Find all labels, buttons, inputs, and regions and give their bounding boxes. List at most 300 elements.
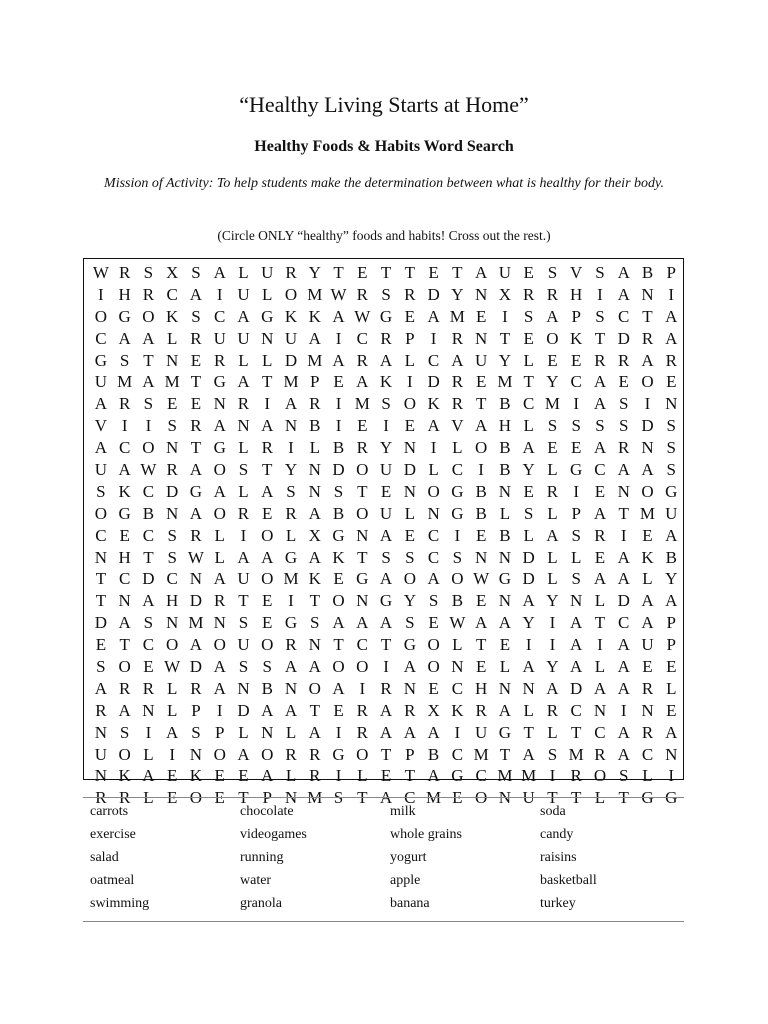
grid-letter[interactable]: A bbox=[261, 481, 274, 501]
grid-letter[interactable]: Y bbox=[522, 613, 535, 633]
grid-letter[interactable]: I bbox=[620, 700, 627, 720]
grid-letter[interactable]: R bbox=[404, 284, 416, 304]
grid-letter[interactable]: S bbox=[595, 262, 605, 282]
grid-letter[interactable]: S bbox=[238, 459, 249, 479]
grid-letter[interactable]: T bbox=[380, 262, 392, 282]
grid-letter[interactable]: E bbox=[475, 525, 487, 545]
grid-letter[interactable]: A bbox=[142, 591, 155, 611]
grid-letter[interactable]: A bbox=[308, 547, 321, 567]
grid-letter[interactable]: E bbox=[571, 350, 582, 370]
grid-letter[interactable]: G bbox=[641, 788, 654, 808]
grid-letter[interactable]: C bbox=[214, 306, 226, 326]
grid-letter[interactable]: A bbox=[356, 613, 369, 633]
grid-letter[interactable]: A bbox=[474, 416, 488, 436]
grid-letter[interactable]: S bbox=[571, 525, 581, 545]
grid-letter[interactable]: N bbox=[142, 700, 155, 720]
grid-letter[interactable]: L bbox=[166, 678, 178, 698]
grid-letter[interactable]: N bbox=[522, 678, 535, 698]
grid-letter[interactable]: X bbox=[498, 284, 512, 304]
grid-letter[interactable]: I bbox=[145, 722, 152, 742]
grid-letter[interactable]: C bbox=[522, 394, 535, 414]
grid-letter[interactable]: C bbox=[427, 350, 440, 370]
grid-letter[interactable]: T bbox=[119, 635, 130, 655]
grid-letter[interactable]: A bbox=[522, 438, 535, 458]
grid-letter[interactable]: P bbox=[666, 262, 676, 282]
grid-letter[interactable]: R bbox=[190, 416, 202, 436]
grid-letter[interactable]: I bbox=[335, 722, 342, 742]
grid-letter[interactable]: N bbox=[498, 788, 512, 808]
grid-letter[interactable]: A bbox=[593, 678, 607, 698]
grid-letter[interactable]: Y bbox=[284, 459, 298, 479]
grid-letter[interactable]: R bbox=[190, 678, 202, 698]
grid-letter[interactable]: S bbox=[167, 525, 177, 545]
grid-letter[interactable]: T bbox=[143, 350, 154, 370]
grid-letter[interactable]: O bbox=[332, 591, 345, 611]
grid-letter[interactable]: O bbox=[213, 503, 226, 523]
grid-letter[interactable]: Y bbox=[546, 591, 559, 611]
grid-letter[interactable]: A bbox=[403, 656, 416, 676]
grid-letter[interactable]: A bbox=[617, 569, 630, 589]
grid-letter[interactable]: N bbox=[641, 438, 654, 458]
grid-letter[interactable]: G bbox=[332, 525, 345, 545]
grid-letter[interactable]: H bbox=[570, 284, 583, 304]
grid-letter[interactable]: G bbox=[379, 591, 393, 611]
grid-letter[interactable]: C bbox=[356, 635, 368, 655]
grid-letter[interactable]: C bbox=[570, 372, 582, 392]
grid-letter[interactable]: M bbox=[497, 766, 513, 786]
grid-letter[interactable]: E bbox=[380, 481, 392, 501]
grid-letter[interactable]: L bbox=[238, 438, 249, 458]
grid-letter[interactable]: E bbox=[523, 262, 534, 282]
grid-letter[interactable]: E bbox=[475, 656, 487, 676]
grid-letter[interactable]: A bbox=[593, 438, 607, 458]
grid-letter[interactable]: Y bbox=[665, 569, 678, 589]
grid-letter[interactable]: A bbox=[94, 394, 108, 414]
grid-letter[interactable]: R bbox=[641, 328, 654, 348]
grid-letter[interactable]: O bbox=[261, 635, 274, 655]
grid-letter[interactable]: O bbox=[142, 306, 155, 326]
grid-letter[interactable]: S bbox=[618, 394, 629, 414]
grid-letter[interactable]: R bbox=[380, 328, 392, 348]
grid-letter[interactable]: R bbox=[118, 394, 131, 414]
grid-letter[interactable]: A bbox=[261, 700, 274, 720]
grid-letter[interactable]: R bbox=[356, 284, 368, 304]
grid-letter[interactable]: M bbox=[307, 350, 323, 370]
grid-letter[interactable]: T bbox=[404, 766, 416, 786]
grid-letter[interactable]: N bbox=[213, 613, 226, 633]
grid-letter[interactable]: C bbox=[427, 525, 440, 545]
grid-letter[interactable]: K bbox=[570, 328, 583, 348]
grid-letter[interactable]: I bbox=[478, 459, 484, 479]
grid-letter[interactable]: K bbox=[427, 394, 440, 414]
grid-letter[interactable]: A bbox=[593, 372, 607, 392]
grid-letter[interactable]: N bbox=[498, 591, 512, 611]
grid-letter[interactable]: Y bbox=[403, 591, 416, 611]
grid-letter[interactable]: U bbox=[498, 262, 512, 282]
grid-letter[interactable]: E bbox=[475, 372, 487, 392]
grid-letter[interactable]: S bbox=[666, 438, 676, 458]
grid-letter[interactable]: M bbox=[473, 744, 489, 764]
grid-letter[interactable]: C bbox=[594, 722, 606, 742]
grid-letter[interactable]: R bbox=[356, 438, 368, 458]
grid-letter[interactable]: B bbox=[332, 438, 345, 458]
grid-letter[interactable]: N bbox=[474, 328, 488, 348]
grid-letter[interactable]: A bbox=[213, 569, 226, 589]
grid-letter[interactable]: R bbox=[237, 503, 250, 523]
grid-letter[interactable]: R bbox=[142, 678, 155, 698]
grid-letter[interactable]: D bbox=[570, 678, 583, 698]
grid-letter[interactable]: A bbox=[427, 416, 440, 436]
grid-letter[interactable]: O bbox=[166, 635, 179, 655]
grid-letter[interactable]: R bbox=[618, 350, 630, 370]
grid-letter[interactable]: H bbox=[498, 416, 512, 436]
grid-letter[interactable]: E bbox=[404, 416, 416, 436]
grid-letter[interactable]: C bbox=[142, 635, 155, 655]
grid-letter[interactable]: A bbox=[142, 766, 155, 786]
grid-letter[interactable]: Y bbox=[379, 438, 393, 458]
grid-letter[interactable]: E bbox=[95, 635, 107, 655]
grid-letter[interactable]: E bbox=[166, 766, 178, 786]
grid-letter[interactable]: A bbox=[427, 722, 440, 742]
grid-letter[interactable]: E bbox=[333, 372, 344, 392]
grid-letter[interactable]: A bbox=[665, 328, 678, 348]
grid-letter[interactable]: U bbox=[474, 350, 488, 370]
grid-letter[interactable]: O bbox=[593, 766, 607, 786]
grid-letter[interactable]: Y bbox=[522, 459, 535, 479]
grid-letter[interactable]: L bbox=[238, 481, 249, 501]
grid-letter[interactable]: U bbox=[379, 503, 393, 523]
grid-letter[interactable]: I bbox=[240, 525, 247, 545]
grid-letter[interactable]: R bbox=[309, 394, 321, 414]
grid-letter[interactable]: N bbox=[570, 591, 583, 611]
grid-letter[interactable]: N bbox=[189, 569, 203, 589]
grid-letter[interactable]: R bbox=[594, 744, 606, 764]
grid-letter[interactable]: R bbox=[475, 700, 487, 720]
grid-letter[interactable]: A bbox=[94, 438, 108, 458]
grid-letter[interactable]: L bbox=[642, 569, 653, 589]
grid-letter[interactable]: D bbox=[166, 481, 179, 501]
grid-letter[interactable]: S bbox=[262, 656, 272, 676]
grid-letter[interactable]: S bbox=[405, 613, 415, 633]
grid-letter[interactable]: A bbox=[237, 744, 250, 764]
grid-letter[interactable]: V bbox=[94, 416, 108, 436]
grid-letter[interactable]: C bbox=[142, 481, 155, 501]
grid-letter[interactable]: X bbox=[166, 262, 179, 282]
grid-letter[interactable]: E bbox=[642, 656, 653, 676]
grid-letter[interactable]: T bbox=[618, 503, 629, 523]
grid-letter[interactable]: O bbox=[332, 656, 345, 676]
grid-letter[interactable]: N bbox=[665, 744, 678, 764]
grid-letter[interactable]: A bbox=[617, 635, 630, 655]
grid-letter[interactable]: A bbox=[284, 394, 298, 414]
grid-letter[interactable]: S bbox=[666, 459, 676, 479]
grid-letter[interactable]: T bbox=[190, 438, 202, 458]
grid-letter[interactable]: L bbox=[285, 525, 297, 545]
grid-letter[interactable]: L bbox=[238, 262, 249, 282]
grid-letter[interactable]: S bbox=[143, 613, 154, 633]
grid-letter[interactable]: I bbox=[454, 525, 461, 545]
grid-letter[interactable]: A bbox=[308, 328, 321, 348]
grid-letter[interactable]: A bbox=[379, 569, 393, 589]
grid-letter[interactable]: I bbox=[288, 438, 294, 458]
grid-letter[interactable]: I bbox=[502, 306, 508, 326]
grid-letter[interactable]: M bbox=[568, 744, 584, 764]
grid-letter[interactable]: S bbox=[595, 416, 605, 436]
grid-letter[interactable]: R bbox=[214, 350, 226, 370]
grid-letter[interactable]: T bbox=[594, 613, 606, 633]
grid-letter[interactable]: A bbox=[617, 547, 630, 567]
grid-letter[interactable]: Y bbox=[308, 262, 321, 282]
grid-letter[interactable]: L bbox=[238, 722, 249, 742]
grid-letter[interactable]: M bbox=[117, 372, 133, 392]
grid-letter[interactable]: N bbox=[498, 678, 512, 698]
grid-letter[interactable]: I bbox=[430, 328, 437, 348]
grid-letter[interactable]: T bbox=[404, 262, 416, 282]
grid-letter[interactable]: O bbox=[474, 788, 488, 808]
grid-letter[interactable]: O bbox=[427, 481, 440, 501]
grid-letter[interactable]: S bbox=[286, 481, 296, 501]
grid-letter[interactable]: U bbox=[237, 284, 250, 304]
grid-letter[interactable]: L bbox=[428, 459, 439, 479]
grid-letter[interactable]: G bbox=[261, 306, 274, 326]
grid-letter[interactable]: T bbox=[380, 744, 392, 764]
grid-letter[interactable]: E bbox=[166, 788, 178, 808]
grid-letter[interactable]: L bbox=[309, 438, 320, 458]
grid-letter[interactable]: L bbox=[642, 766, 653, 786]
grid-letter[interactable]: D bbox=[617, 591, 630, 611]
grid-letter[interactable]: S bbox=[618, 416, 629, 436]
grid-letter[interactable]: A bbox=[498, 700, 512, 720]
grid-letter[interactable]: S bbox=[143, 262, 154, 282]
grid-letter[interactable]: E bbox=[214, 788, 225, 808]
grid-letter[interactable]: L bbox=[285, 722, 297, 742]
grid-letter[interactable]: I bbox=[573, 394, 580, 414]
grid-letter[interactable]: D bbox=[142, 569, 155, 589]
grid-letter[interactable]: N bbox=[94, 722, 108, 742]
grid-letter[interactable]: E bbox=[262, 591, 273, 611]
grid-letter[interactable]: L bbox=[523, 700, 534, 720]
grid-letter[interactable]: A bbox=[379, 350, 393, 370]
grid-letter[interactable]: I bbox=[549, 613, 556, 633]
grid-letter[interactable]: C bbox=[142, 525, 155, 545]
grid-letter[interactable]: I bbox=[620, 525, 627, 545]
grid-letter[interactable]: I bbox=[121, 416, 128, 436]
grid-letter[interactable]: L bbox=[143, 788, 154, 808]
grid-letter[interactable]: I bbox=[335, 766, 342, 786]
grid-letter[interactable]: S bbox=[547, 262, 558, 282]
grid-letter[interactable]: E bbox=[190, 350, 202, 370]
grid-letter[interactable]: L bbox=[262, 350, 273, 370]
grid-letter[interactable]: C bbox=[475, 766, 487, 786]
grid-letter[interactable]: T bbox=[357, 481, 368, 501]
grid-letter[interactable]: A bbox=[546, 678, 559, 698]
grid-letter[interactable]: U bbox=[379, 459, 393, 479]
grid-letter[interactable]: E bbox=[618, 372, 629, 392]
grid-letter[interactable]: T bbox=[238, 591, 249, 611]
grid-letter[interactable]: T bbox=[190, 372, 202, 392]
grid-letter[interactable]: M bbox=[426, 788, 442, 808]
grid-letter[interactable]: I bbox=[98, 284, 104, 304]
grid-letter[interactable]: G bbox=[379, 306, 393, 326]
grid-letter[interactable]: N bbox=[237, 416, 250, 436]
grid-letter[interactable]: R bbox=[356, 700, 368, 720]
grid-letter[interactable]: R bbox=[118, 262, 131, 282]
grid-letter[interactable]: A bbox=[593, 394, 607, 414]
grid-letter[interactable]: E bbox=[642, 525, 653, 545]
grid-letter[interactable]: O bbox=[118, 656, 131, 676]
grid-letter[interactable]: N bbox=[261, 722, 274, 742]
grid-letter[interactable]: C bbox=[118, 569, 131, 589]
grid-letter[interactable]: E bbox=[357, 416, 368, 436]
grid-letter[interactable]: I bbox=[430, 438, 437, 458]
grid-letter[interactable]: L bbox=[547, 569, 558, 589]
grid-letter[interactable]: N bbox=[166, 438, 179, 458]
grid-letter[interactable]: D bbox=[284, 350, 298, 370]
grid-letter[interactable]: I bbox=[288, 591, 294, 611]
grid-letter[interactable]: A bbox=[570, 656, 583, 676]
grid-letter[interactable]: A bbox=[617, 744, 630, 764]
grid-letter[interactable]: D bbox=[403, 459, 416, 479]
grid-letter[interactable]: N bbox=[213, 394, 226, 414]
grid-letter[interactable]: A bbox=[617, 656, 630, 676]
grid-letter[interactable]: T bbox=[475, 394, 487, 414]
grid-letter[interactable]: R bbox=[546, 284, 559, 304]
grid-letter[interactable]: I bbox=[597, 284, 603, 304]
grid-letter[interactable]: A bbox=[308, 503, 321, 523]
grid-letter[interactable]: A bbox=[189, 503, 203, 523]
grid-letter[interactable]: R bbox=[570, 766, 582, 786]
grid-letter[interactable]: K bbox=[308, 306, 321, 326]
grid-letter[interactable]: S bbox=[167, 416, 177, 436]
grid-letter[interactable]: P bbox=[405, 328, 415, 348]
grid-letter[interactable]: A bbox=[379, 700, 393, 720]
grid-letter[interactable]: N bbox=[498, 481, 512, 501]
grid-letter[interactable]: A bbox=[118, 459, 131, 479]
grid-letter[interactable]: T bbox=[642, 306, 653, 326]
grid-letter[interactable]: V bbox=[451, 416, 464, 436]
grid-letter[interactable]: O bbox=[261, 569, 274, 589]
grid-letter[interactable]: D bbox=[641, 416, 654, 436]
grid-letter[interactable]: L bbox=[547, 722, 558, 742]
grid-letter[interactable]: A bbox=[546, 525, 559, 545]
grid-letter[interactable]: C bbox=[451, 678, 464, 698]
grid-letter[interactable]: O bbox=[213, 459, 226, 479]
grid-letter[interactable]: A bbox=[142, 372, 155, 392]
grid-letter[interactable]: P bbox=[191, 700, 201, 720]
grid-letter[interactable]: C bbox=[95, 525, 107, 545]
grid-letter[interactable]: Y bbox=[451, 284, 464, 304]
grid-letter[interactable]: R bbox=[665, 350, 677, 370]
grid-letter[interactable]: B bbox=[309, 416, 321, 436]
grid-letter[interactable]: E bbox=[666, 372, 677, 392]
grid-letter[interactable]: A bbox=[427, 306, 440, 326]
grid-letter[interactable]: L bbox=[523, 525, 534, 545]
grid-letter[interactable]: E bbox=[404, 306, 416, 326]
grid-letter[interactable]: P bbox=[571, 503, 581, 523]
grid-letter[interactable]: C bbox=[118, 438, 131, 458]
grid-letter[interactable]: T bbox=[523, 722, 534, 742]
grid-letter[interactable]: B bbox=[427, 744, 440, 764]
grid-letter[interactable]: O bbox=[308, 678, 321, 698]
grid-letter[interactable]: N bbox=[284, 788, 298, 808]
grid-letter[interactable]: E bbox=[523, 328, 534, 348]
grid-letter[interactable]: N bbox=[189, 744, 203, 764]
grid-letter[interactable]: A bbox=[213, 678, 226, 698]
grid-letter[interactable]: S bbox=[143, 394, 154, 414]
grid-letter[interactable]: A bbox=[641, 613, 654, 633]
grid-letter[interactable]: D bbox=[237, 700, 250, 720]
grid-letter[interactable]: A bbox=[641, 350, 654, 370]
grid-letter[interactable]: T bbox=[95, 569, 107, 589]
grid-letter[interactable]: E bbox=[499, 635, 511, 655]
grid-letter[interactable]: C bbox=[451, 744, 464, 764]
grid-letter[interactable]: R bbox=[285, 744, 297, 764]
grid-letter[interactable]: R bbox=[356, 350, 368, 370]
grid-letter[interactable]: B bbox=[499, 525, 511, 545]
grid-letter[interactable]: U bbox=[94, 372, 108, 392]
grid-letter[interactable]: A bbox=[261, 547, 274, 567]
grid-letter[interactable]: S bbox=[333, 481, 344, 501]
grid-letter[interactable]: N bbox=[308, 635, 321, 655]
grid-letter[interactable]: I bbox=[216, 700, 223, 720]
grid-letter[interactable]: N bbox=[474, 284, 488, 304]
grid-letter[interactable]: H bbox=[118, 547, 131, 567]
grid-letter[interactable]: E bbox=[523, 481, 534, 501]
grid-letter[interactable]: K bbox=[379, 372, 393, 392]
grid-letter[interactable]: T bbox=[95, 591, 107, 611]
grid-letter[interactable]: U bbox=[94, 744, 108, 764]
grid-letter[interactable]: C bbox=[570, 700, 582, 720]
grid-letter[interactable]: A bbox=[665, 306, 678, 326]
grid-letter[interactable]: A bbox=[617, 284, 630, 304]
grid-letter[interactable]: N bbox=[665, 394, 678, 414]
grid-letter[interactable]: E bbox=[214, 766, 225, 786]
grid-letter[interactable]: O bbox=[641, 372, 654, 392]
grid-letter[interactable]: T bbox=[333, 635, 344, 655]
grid-letter[interactable]: R bbox=[356, 722, 368, 742]
grid-letter[interactable]: U bbox=[213, 328, 226, 348]
grid-letter[interactable]: A bbox=[570, 613, 583, 633]
grid-letter[interactable]: I bbox=[216, 284, 223, 304]
grid-letter[interactable]: B bbox=[451, 591, 464, 611]
grid-letter[interactable]: A bbox=[593, 569, 607, 589]
grid-letter[interactable]: Y bbox=[546, 372, 559, 392]
grid-letter[interactable]: E bbox=[475, 306, 487, 326]
grid-letter[interactable]: U bbox=[641, 635, 654, 655]
grid-letter[interactable]: E bbox=[666, 656, 677, 676]
grid-letter[interactable]: O bbox=[261, 744, 274, 764]
grid-letter[interactable]: N bbox=[403, 438, 416, 458]
grid-letter[interactable]: C bbox=[95, 328, 107, 348]
grid-letter[interactable]: A bbox=[379, 613, 393, 633]
grid-letter[interactable]: T bbox=[357, 547, 368, 567]
grid-letter[interactable]: I bbox=[573, 481, 580, 501]
grid-letter[interactable]: I bbox=[668, 766, 675, 786]
grid-letter[interactable]: A bbox=[189, 635, 203, 655]
grid-letter[interactable]: T bbox=[547, 788, 558, 808]
grid-letter[interactable]: M bbox=[188, 613, 204, 633]
grid-letter[interactable]: M bbox=[307, 788, 323, 808]
grid-letter[interactable]: A bbox=[284, 700, 298, 720]
grid-letter[interactable]: S bbox=[238, 613, 249, 633]
grid-letter[interactable]: G bbox=[403, 635, 416, 655]
grid-letter[interactable]: B bbox=[499, 438, 511, 458]
grid-letter[interactable]: H bbox=[166, 591, 179, 611]
grid-letter[interactable]: D bbox=[427, 372, 440, 392]
grid-letter[interactable]: U bbox=[237, 328, 250, 348]
grid-letter[interactable]: G bbox=[498, 569, 512, 589]
grid-letter[interactable]: K bbox=[332, 547, 345, 567]
